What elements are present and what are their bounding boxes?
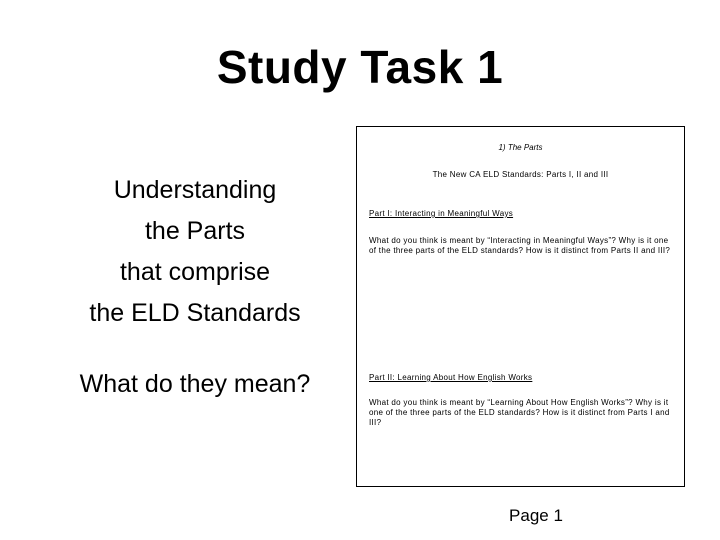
part-1-title: Part I: Interacting in Meaningful Ways [369,209,514,218]
topic-line: Understanding [113,176,277,204]
part-1-question: What do you think is meant by “Interacting in Meaningful Ways”? Why is it one of the three parts of the ELD standards? How is it distinct from Parts II and III? [369,236,671,255]
page-number: Page 1 [509,506,563,525]
document-heading: 1) The Parts [498,143,543,152]
document-page [356,126,685,487]
topic-line: that comprise [119,258,271,286]
part-2-question: What do you think is meant by “Learning About How English Works”? Why is it one of the three parts of the ELD standards? How is it distinct from Parts I and III? [369,398,670,427]
document-subheading: The New CA ELD Standards: Parts I, II and III [432,170,609,179]
guiding-question: What do they mean? [79,370,311,398]
topic-line: the Parts [144,217,246,245]
topic-line: the ELD Standards [89,299,301,327]
topic-text [40,170,350,334]
part-2-title: Part II: Learning About How English Works [369,373,533,382]
slide-title: Study Task 1 [216,41,504,93]
